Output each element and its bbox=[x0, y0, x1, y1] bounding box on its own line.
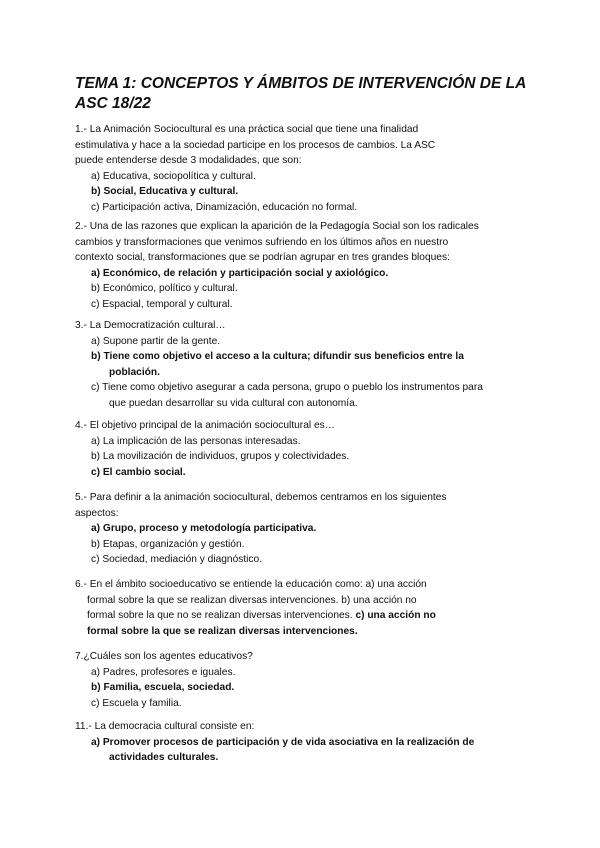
question-stem-line: 6.- En el ámbito socioeducativo se entiende la educación como: a) una acción bbox=[75, 579, 427, 590]
option-continuation: que puedan desarrollar su vida cultural con autonomía. bbox=[109, 397, 358, 409]
option-a: a) La implicación de las personas interesadas. bbox=[91, 435, 301, 447]
question-5 bbox=[75, 490, 545, 568]
option-b-correct: b) Social, Educativa y cultural. bbox=[91, 186, 239, 198]
option-text: a) Promover procesos de participación y de vida asociativa en la realización de bbox=[91, 736, 475, 748]
option-a: a) Supone partir de la gente. bbox=[91, 335, 221, 347]
option-a-correct: a) Grupo, proceso y metodología participativa. bbox=[91, 523, 317, 535]
question-7 bbox=[75, 649, 545, 711]
option-c: c) Escuela y familia. bbox=[91, 697, 182, 709]
answer-correct: c) una acción no bbox=[355, 610, 436, 622]
question-6 bbox=[75, 577, 545, 639]
question-stem: 2.- Una de las razones que explican la aparición de la Pedagogía Social son los radicales cambios y transformaciones que venimos sufriendo en los últimos años en nuestro contexto social, transformaciones que se podrían agrupar en tres grandes bloques: bbox=[75, 221, 479, 264]
option-a: a) Educativa, sociopolítica y cultural. bbox=[91, 170, 256, 182]
option-a-correct: a) Económico, de relación y participación social y axiológico. bbox=[91, 267, 389, 279]
option-a: a) Padres, profesores e iguales. bbox=[91, 666, 236, 678]
question-4 bbox=[75, 418, 545, 480]
question-stem: 4.- El objetivo principal de la animación sociocultural es… bbox=[75, 420, 335, 431]
option-b: b) La movilización de individuos, grupos y colectividades. bbox=[91, 451, 350, 463]
option-continuation: población. bbox=[109, 366, 160, 378]
answer-correct-continuation: formal sobre la que se realizan diversas intervenciones. bbox=[87, 625, 358, 637]
option-text: b) Tiene como objetivo el acceso a la cultura; difundir sus beneficios entre la bbox=[91, 351, 464, 363]
option-b-correct bbox=[75, 349, 545, 380]
stem-text: formal sobre la que no se realizan diversas intervenciones. bbox=[87, 610, 353, 622]
question-11 bbox=[75, 719, 545, 766]
option-c-correct: c) El cambio social. bbox=[91, 466, 186, 478]
question-stem: 5.- Para definir a la animación sociocultural, debemos centramos en los siguientes aspectos: bbox=[75, 492, 447, 519]
page-title: TEMA 1: CONCEPTOS Y ÁMBITOS DE INTERVENCIÓN DE LA ASC 18/22 bbox=[75, 75, 526, 112]
question-2 bbox=[75, 219, 545, 313]
question-stem-line: formal sobre la que se realizan diversas intervenciones. b) una acción no bbox=[87, 594, 417, 606]
option-text: c) Tiene como objetivo asegurar a cada persona, grupo o pueblo los instrumentos para bbox=[91, 382, 483, 394]
option-continuation: actividades culturales. bbox=[109, 752, 219, 764]
question-stem: 3.- La Democratización cultural… bbox=[75, 320, 226, 331]
option-b-correct: b) Familia, escuela, sociedad. bbox=[91, 682, 235, 694]
option-c: c) Participación activa, Dinamización, educación no formal. bbox=[91, 201, 358, 213]
option-c bbox=[75, 380, 545, 411]
question-3 bbox=[75, 318, 545, 412]
option-b: b) Económico, político y cultural. bbox=[91, 283, 238, 295]
question-stem-line bbox=[75, 608, 545, 624]
question-1 bbox=[75, 122, 545, 216]
question-stem: 7.¿Cuáles son los agentes educativos? bbox=[75, 651, 253, 662]
option-a-correct bbox=[75, 735, 545, 766]
option-c: c) Sociedad, mediación y diagnóstico. bbox=[91, 554, 263, 566]
question-stem: 11.- La democracia cultural consiste en: bbox=[75, 721, 255, 732]
option-b: b) Etapas, organización y gestión. bbox=[91, 538, 245, 550]
option-c: c) Espacial, temporal y cultural. bbox=[91, 298, 233, 310]
question-stem: 1.- La Animación Sociocultural es una práctica social que tiene una finalidad estimulativa y hace a la sociedad participe en los procesos de cambios. La ASC puede entenderse desde 3 modalidades, que son: bbox=[75, 124, 436, 167]
